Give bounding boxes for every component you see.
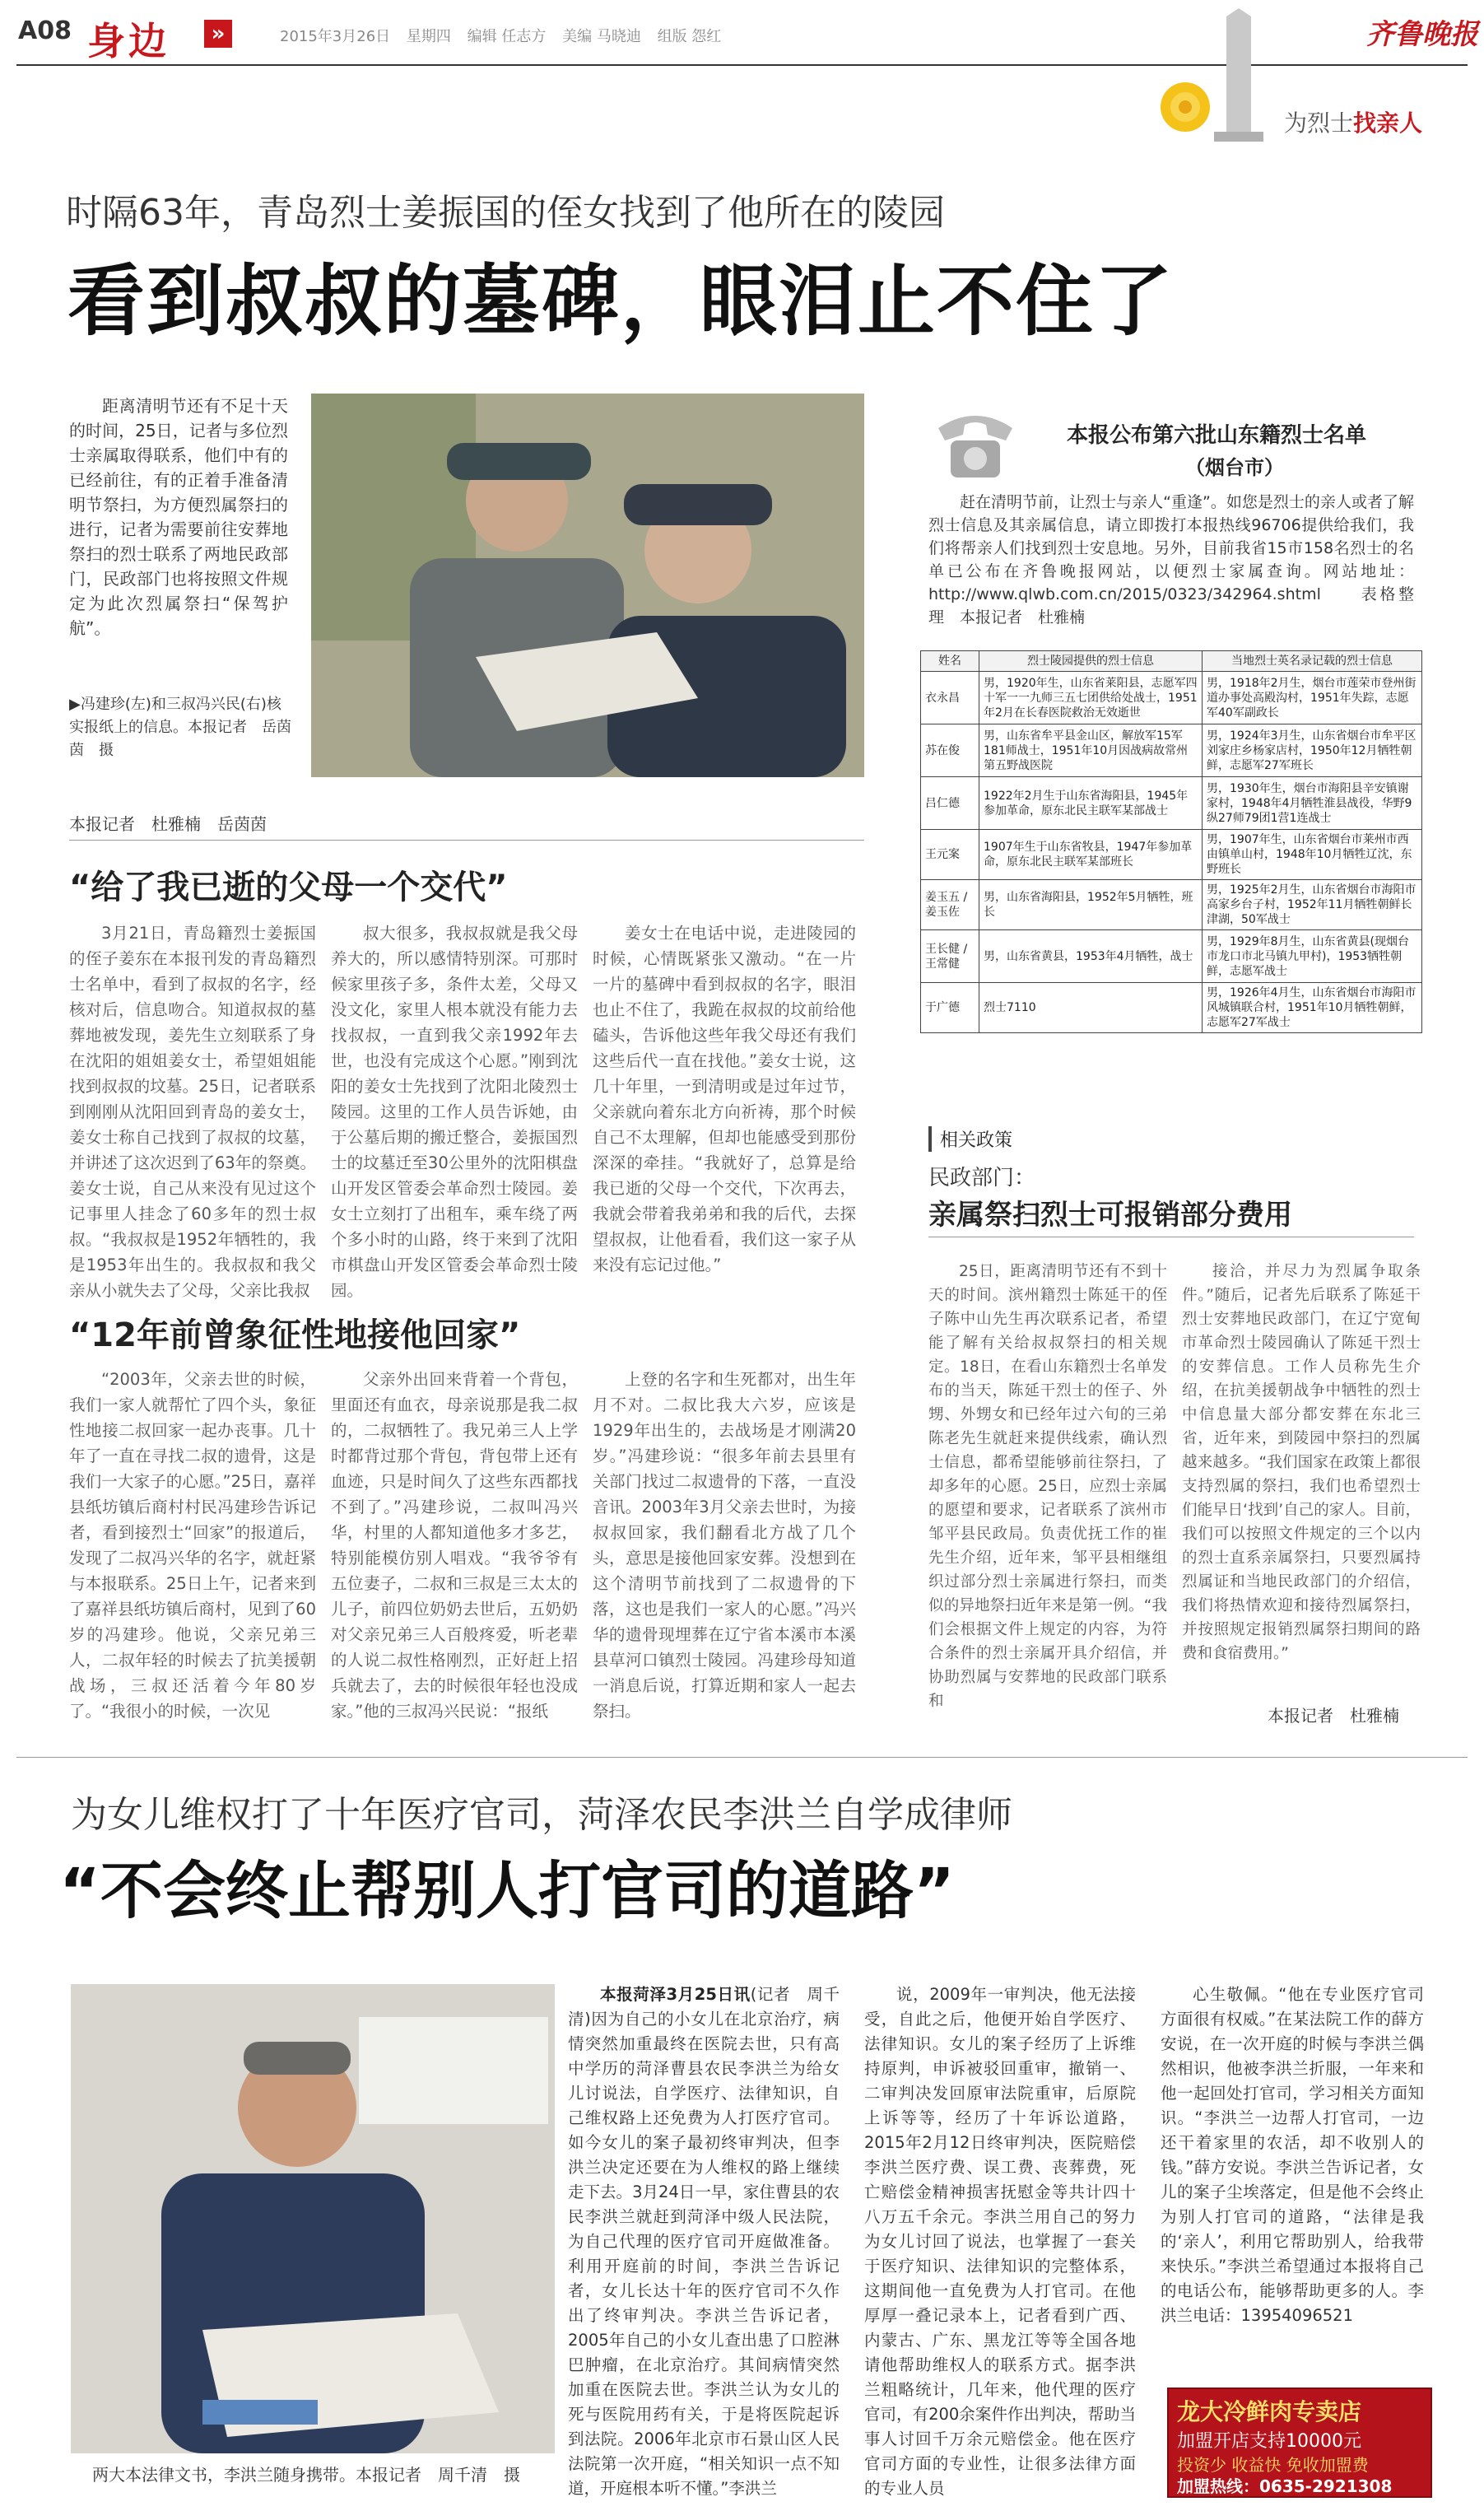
- story1-sub1-col1: [69, 920, 316, 1300]
- story1-sub2-col2: [331, 1367, 578, 1729]
- story1-byline: 本报记者 杜雅楠 岳茵茵: [69, 814, 267, 834]
- story2-dateline: 本报菏泽3月25日讯: [600, 1985, 751, 2004]
- story2-col3: [1161, 1982, 1424, 2378]
- story1-sub2-col3-text: 上登的名字和生死都对，出生年月不对。二叔比我大六岁，应该是1929年出生的，去战场是才刚满20岁。”冯建珍说：“很多年前去县里有关部门找过二叔遗骨的下落，一直没音讯。2003年3月父亲去世时，为接叔叔回家，我们翻看北方战了几个头，意思是接他回家安葬。没想到在这个清明节前找到了二叔遗骨的下落，这也是我们一家人的心愿。”冯兴华的遗骨现埋葬在辽宁省本溪市本溪县草河口镇烈士陵园。冯建珍母知道一消息后说，打算近期和家人一起去祭扫。: [593, 1370, 856, 1721]
- notice-subtitle: （烟台市）: [1185, 456, 1284, 479]
- policy-label: [928, 1126, 1012, 1152]
- story1-photo-caption: ▶冯建珍(左)和三叔冯兴民(右)核实报纸上的信息。本报记者 岳茵茵 摄: [69, 696, 291, 759]
- story1-photo: [311, 394, 864, 777]
- table-cell-name: 王元案: [921, 830, 979, 880]
- story1-lead: [69, 394, 288, 665]
- martyr-table: [920, 650, 1422, 1033]
- table-row: [921, 880, 1422, 930]
- issue-date: 2015年3月26日: [280, 28, 391, 45]
- story1-sub1-col2-text: 叔大很多，我叔叔就是我父母养大的，所以感情特别深。可那时候家里孩子多，条件太差，父母又没文化，家里人根本就没有能力去找叔叔，一直到我父亲1992年去世，也没有完成这个心愿。”刚到沈阳的姜女士先找到了沈阳北陵烈士陵园。这里的工作人员告诉她，由于公墓后期的搬迁整合，姜振国烈士的坟墓迁至30公里外的沈阳棋盘山开发区管委会革命烈士陵园。姜女士立刻打了出租车，乘车绕了两个多小时的山路，终于来到了沈阳市棋盘山开发区管委会革命烈士陵园。: [331, 924, 578, 1300]
- story2-col2: [864, 1982, 1136, 2498]
- policy-kicker: 民政部门：: [928, 1166, 1036, 1190]
- issue-meta: [280, 25, 721, 46]
- story2-photo-caption: 两大本法律文书，李洪兰随身携带。本报记者 周千清 摄: [92, 2465, 520, 2485]
- table-cell-name: 衣永昌: [921, 672, 979, 724]
- story2-kicker: 为女儿维权打了十年医疗官司，菏泽农民李洪兰自学成律师: [71, 1794, 1012, 1836]
- story1-sub2-col2-text: 父亲外出回来背着一个背包，里面还有血衣，母亲说那是我二叔的，二叔牺牲了。我兄弟三人上学时都背过那个背包，背包带上还有血迹，只是时间久了这些东西都找不到了。”冯建珍说，二叔叫冯兴华，村里的人都知道他多才多艺，特别能模仿别人唱戏。“我爷爷有五位妻子，二叔和三叔是三太太的儿子，前四位奶奶去世后，五奶奶对父亲兄弟三人百般疼爱，听老辈的人说二叔性格刚烈，正好赶上招兵就去了，去的时候很年轻也没成家。”他的三叔冯兴民说：“报纸: [331, 1370, 578, 1721]
- table-cell: 男，1929年8月生，山东省黄县(现烟台市龙口市北马镇九甲村)，1953牺牲朝鲜，志愿军战士: [1203, 930, 1422, 983]
- section-title: 身边: [87, 19, 170, 63]
- table-cell-name: 于广德: [921, 983, 979, 1033]
- table-cell-name: 姜玉五 / 姜玉佐: [921, 880, 979, 930]
- column-tag-prefix: 为烈士: [1284, 109, 1354, 137]
- ad-line1: 加盟开店支持10000元: [1177, 2431, 1361, 2452]
- table-header-local-record: 当地烈士英名录记载的烈士信息: [1203, 651, 1422, 672]
- issue-weekday: 星期四: [406, 28, 451, 45]
- policy-byline: 本报记者 杜雅楠: [1268, 1706, 1399, 1726]
- page-number: A08: [18, 16, 72, 45]
- story2-col2-text: 说，2009年一审判决，他无法接受，自此之后，他便开始自学医疗、法律知识。女儿的案子经历了上诉维持原判，申诉被驳回重审，撤销一、二审判决发回原审法院重审，后原院上诉等等，经历了十年诉讼道路，2015年2月12日终审判决，医院赔偿李洪兰医疗费、误工费、丧葬费，死亡赔偿金精神损害抚慰金等共计四十八万五千余元。李洪兰用自己的努力为女儿讨回了说法，也掌握了一套关于医疗知识、法律知识的完整体系，这期间他一直免费为人打官司。在他厚厚一叠记录本上，记者看到广西、内蒙古、广东、黑龙江等等全国各地请他帮助维权人的联系方式。据李洪兰粗略统计，几年来，他代理的医疗官司，有200余案件作出判决，帮助当事人讨回千万余元赔偿金。他在医疗官司方面的专业性，让很多法律方面的专业人员: [864, 1985, 1136, 2498]
- story2-col3-text: 心生敬佩。“他在专业医疗官司方面很有权威。”在某法院工作的薛方安说，在一次开庭的时候与李洪兰偶然相识，他被李洪兰折服，一年来和他一起回处打官司，学习相关方面知识。“李洪兰一边帮人打官司，一边还干着家里的农活，却不收别人的钱。”薛方安说。李洪兰告诉记者，女儿的案子尘埃落定，但是他不会终止为别人打官司的道路，“法律是我的‘亲人’，利用它帮助别人，给我带来快乐。”李洪兰希望通过本报将自己的电话公布，能够帮助更多的人。李洪兰电话：13954096521: [1161, 1985, 1424, 2325]
- table-header-row: [921, 651, 1422, 672]
- story2-reporter: (记者 周千清): [568, 1985, 840, 2029]
- table-cell-name: 吕仁德: [921, 777, 979, 830]
- table-cell: 男，1926年4月生，山东省烟台市海阳市风城镇联合村，1951年10月牺牲朝鲜，志愿军27军战士: [1203, 983, 1422, 1033]
- table-cell-name: 王长健 / 王常健: [921, 930, 979, 983]
- table-cell: 男，1918年2月生，烟台市莲荣市登州街道办事处高殿沟村，1951年失踪，志愿军40军副政长: [1203, 672, 1422, 724]
- paper-logo: 齐鲁晚报: [1366, 18, 1478, 51]
- table-cell: 男，1907年生，山东省烟台市莱州市西由镇单山村，1948年10月牺牲辽沈，东野班长: [1203, 830, 1422, 880]
- policy-col1: [928, 1260, 1167, 1721]
- notice-title: 本报公布第六批山东籍烈士名单: [1067, 423, 1367, 448]
- story1-divider: [69, 840, 864, 841]
- table-cell-name: 苏在俊: [921, 724, 979, 777]
- story1-lead-text: 距离清明节还有不足十天的时间，25日，记者与多位烈士亲属取得联系，他们中有的已经前往，有的正着手准备清明节祭扫，为方便烈属祭扫的进行，记者为需要前往安葬地祭扫的烈士联系了两地民政部门，民政部门也将按照文件规定为此次烈属祭扫“保驾护航”。: [69, 396, 288, 638]
- section-badge: [81, 8, 245, 63]
- table-cell: 男，1920年生，山东省莱阳县，志愿军四十军一一九师三五七团供给处战士，1951年2月在长春医院救治无效逝世: [979, 672, 1203, 724]
- story2-col1: [568, 1982, 840, 2498]
- policy-label-text: 相关政策: [940, 1130, 1013, 1151]
- column-tag-highlight: 找亲人: [1353, 109, 1423, 137]
- table-cell: 1922年2月生于山东省海阳县，1945年参加革命，原东北民主联军某部战士: [979, 777, 1203, 830]
- table-row: [921, 830, 1422, 880]
- notice-body-text: 赶在清明节前，让烈士与亲人“重逢”。如您是烈士的亲人或者了解烈士信息及其亲属信息，请立即拨打本报热线96706提供给我们，我们将帮亲人们找到烈士安息地。另外，目前我省15市158名烈士的名单已公布在齐鲁晚报网站，以便烈士家属查询。网站地址：http://www.qlwb.com.cn/2015/0323/342964.shtml 表格整理 本报记者 杜雅楠: [928, 493, 1414, 627]
- table-cell: 男，山东省牟平县金山区，解放军15军181师战士，1951年10月因战病故常州第五野战医院: [979, 724, 1203, 777]
- editor-credit: 编辑 任志方: [467, 28, 547, 45]
- story1-sub1-col3-text: 姜女士在电话中说，走进陵园的时候，心情既紧张又激动。“在一片一片的墓碑中看到叔叔的名字，眼泪也止不住了，我跪在叔叔的坟前给他磕头，告诉他这些年我父母还有我们这些后代一直在找他。”姜女士说，这几十年里，一到清明或是过年过节，父亲就向着东北方向祈祷，那个时候自己不太理解，但却也能感受到那份深深的牵挂。“我就好了，总算是给我已逝的父母一个交代，下次再去，我就会带着我弟弟和我的后代，去探望叔叔，让他看看，我们这一家子从来没有忘记过他。”: [593, 924, 856, 1274]
- story-divider: [16, 1757, 1468, 1758]
- table-header-name: 姓名: [921, 651, 979, 672]
- story1-sub1-col2: [331, 920, 578, 1300]
- table-cell: 男，1924年3月生，山东省烟台市牟平区刘家庄乡杨家店村，1950年12月牺牲朝鲜，志愿军27军班长: [1203, 724, 1422, 777]
- story2-photo: [71, 1984, 555, 2453]
- story1-sub2-col1: [69, 1367, 316, 1729]
- story1-subhead-1: “给了我已逝的父母一个交代”: [69, 869, 508, 906]
- story1-sub2-col1-text: “2003年，父亲去世的时候，我们一家人就帮忙了四个头，象征性地接二叔回家一起办丧事。几十年了一直在寻找二叔的遗骨，这是我们一大家子的心愿。”25日，嘉祥县纸坊镇后商村村民冯建珍告诉记者，看到接烈士“回家”的报道后，发现了二叔冯兴华的名字，就赶紧与本报联系。25日上午，记者来到了嘉祥县纸坊镇后商村，见到了60岁的冯建珍。他说，父亲兄弟三人，二叔年轻的时候去了抗美援朝战场，三叔还活着今年80岁了。“我很小的时候，一次见: [69, 1370, 316, 1721]
- telephone-icon: [930, 403, 1021, 486]
- ad-line2: 投资少 收益快 免收加盟费: [1177, 2455, 1369, 2475]
- ad-hotline: 加盟热线：0635-2921308: [1177, 2476, 1393, 2496]
- table-row: [921, 983, 1422, 1033]
- story1-kicker: 时隔63年，青岛烈士姜振国的侄女找到了他所在的陵园: [66, 192, 945, 234]
- ad-title: 龙大冷鲜肉专卖店: [1177, 2398, 1362, 2425]
- story1-sub1-col3: [593, 920, 856, 1283]
- table-cell: 男，1925年2月生，山东省烟台市海阳市高家乡台子村，1952年11月牺牲朝鲜长津湖，50军战士: [1203, 880, 1422, 930]
- policy-col1-text: 25日，距离清明节还有不到十天的时间。滨州籍烈士陈延干的侄子陈中山先生再次联系记者，希望能了解有关给叔叔祭扫的相关规定。18日，在看山东籍烈士名单发布的当天，陈延干烈士的侄子、外甥、外甥女和已经年过六旬的三弟陈老先生就赶来提供线索，确认烈士信息，都希望能够前往祭扫，了却多年的心愿。25日，应烈士亲属的愿望和要求，记者联系了滨州市邹平县民政局。负责优抚工作的崔先生介绍，近年来，邹平县相继组织过部分烈士亲属进行祭扫，而类似的异地祭扫近年来是第一例。“我们会根据文件上规定的内容，为符合条件的烈士亲属开具介绍信，并协助烈属与安葬地的民政部门联系和: [928, 1263, 1167, 1710]
- table-row: [921, 930, 1422, 983]
- table-cell: 烈士7110: [979, 983, 1203, 1033]
- story1-subhead-2: “12年前曾象征性地接他回家”: [69, 1316, 521, 1354]
- double-chevron-icon: »: [204, 20, 232, 48]
- table-cell: 男，山东省海阳县，1952年5月牺牲，班长: [979, 880, 1203, 930]
- table-cell: 男，山东省黄县，1953年4月牺牲，战士: [979, 930, 1203, 983]
- art-credit: 美编 马晓迪: [562, 28, 641, 45]
- story1-headline: 看到叔叔的墓碑，眼泪止不住了: [67, 257, 1175, 347]
- ad-box[interactable]: [1167, 2388, 1432, 2498]
- story1-sub1-col1-text: 3月21日，青岛籍烈士姜振国的侄子姜东在本报刊发的青岛籍烈士名单中，看到了叔叔的名字，经核对后，信息吻合。知道叔叔的墓葬地被发现，姜先生立刻联系了身在沈阳的姐姐姜女士，希望姐姐能找到叔叔的坟墓。25日，记者联系到刚刚从沈阳回到青岛的姜女士，姜女士称自己找到了叔叔的坟墓，并讲述了这次迟到了63年的祭奠。姜女士说，自己从来没有见过这个记事里人挂念了60多年的烈士叔叔。“我叔叔是1952年牺牲的，我是1953年出生的。我叔叔和我父亲从小就失去了父母，父亲比我叔: [69, 924, 316, 1300]
- table-row: [921, 672, 1422, 724]
- proof-credit: 组版 怨红: [657, 28, 722, 45]
- notice-body: [928, 491, 1414, 635]
- table-cell: 男，1930年生，烟台市海阳县辛安镇谢家村，1948年4月牺牲淮县战役，华野9纵27师79团1营1连战士: [1203, 777, 1422, 830]
- table-row: [921, 724, 1422, 777]
- table-header-cemetery-info: 烈士陵园提供的烈士信息: [979, 651, 1203, 672]
- story1-sub2-col3: [593, 1367, 856, 1729]
- story2-headline: “不会终止帮别人打官司的道路”: [59, 1854, 955, 1927]
- policy-col2: [1182, 1260, 1421, 1679]
- story2-col1-text: 因为自己的小女儿在北京治疗，病情突然加重最终在医院去世，只有高中学历的菏泽曹县农民李洪兰为给女儿讨说法，自学医疗、法律知识，自己维权路上还免费为人打医疗官司。如今女儿的案子最初终审判决，但李洪兰决定还要在为人维权的路上继续走下去。3月24日一早，家住曹县的农民李洪兰就赶到菏泽中级人民法院，为自己代理的医疗官司开庭做准备。利用开庭前的时间，李洪兰告诉记者，女儿长达十年的医疗官司不久作出了终审判决。李洪兰告诉记者，2005年自己的小女儿查出患了口腔淋巴肿瘤，在北京治疗。其间病情突然加重在医院去世。李洪兰认为女儿的死与医院用药有关，于是将医院起诉到法院。2006年北京市石景山区人民法院第一次开庭，“相关知识一点不知道，开庭根本听不懂。”李洪兰: [568, 2010, 840, 2498]
- table-cell: 1907年生于山东省牧县，1947年参加革命，原东北民主联军某部班长: [979, 830, 1203, 880]
- policy-headline: 亲属祭扫烈士可报销部分费用: [928, 1199, 1292, 1232]
- column-tag: [1284, 105, 1422, 138]
- policy-col2-text: 接洽，并尽力为烈属争取条件。”随后，记者先后联系了陈延干烈士安葬地民政部门，在辽宁宽甸市革命烈士陵园确认了陈延干烈士的安葬信息。工作人员称先生介绍，在抗美援朝战争中牺牲的烈士中信息量大部分都安葬在东北三省，近年来，到陵园中祭扫的烈属越来越多。“我们国家在政策上都很支持烈属的祭扫，我们也希望烈士们能早日‘找到’自己的家人。目前，我们可以按照文件规定的三个以内的烈士直系亲属祭扫，只要烈属持烈属证和当地民政部门的介绍信，我们将热情欢迎和接待烈属祭扫，并按照规定报销烈属祭扫期间的路费和食宿费用。”: [1182, 1263, 1421, 1662]
- table-row: [921, 777, 1422, 830]
